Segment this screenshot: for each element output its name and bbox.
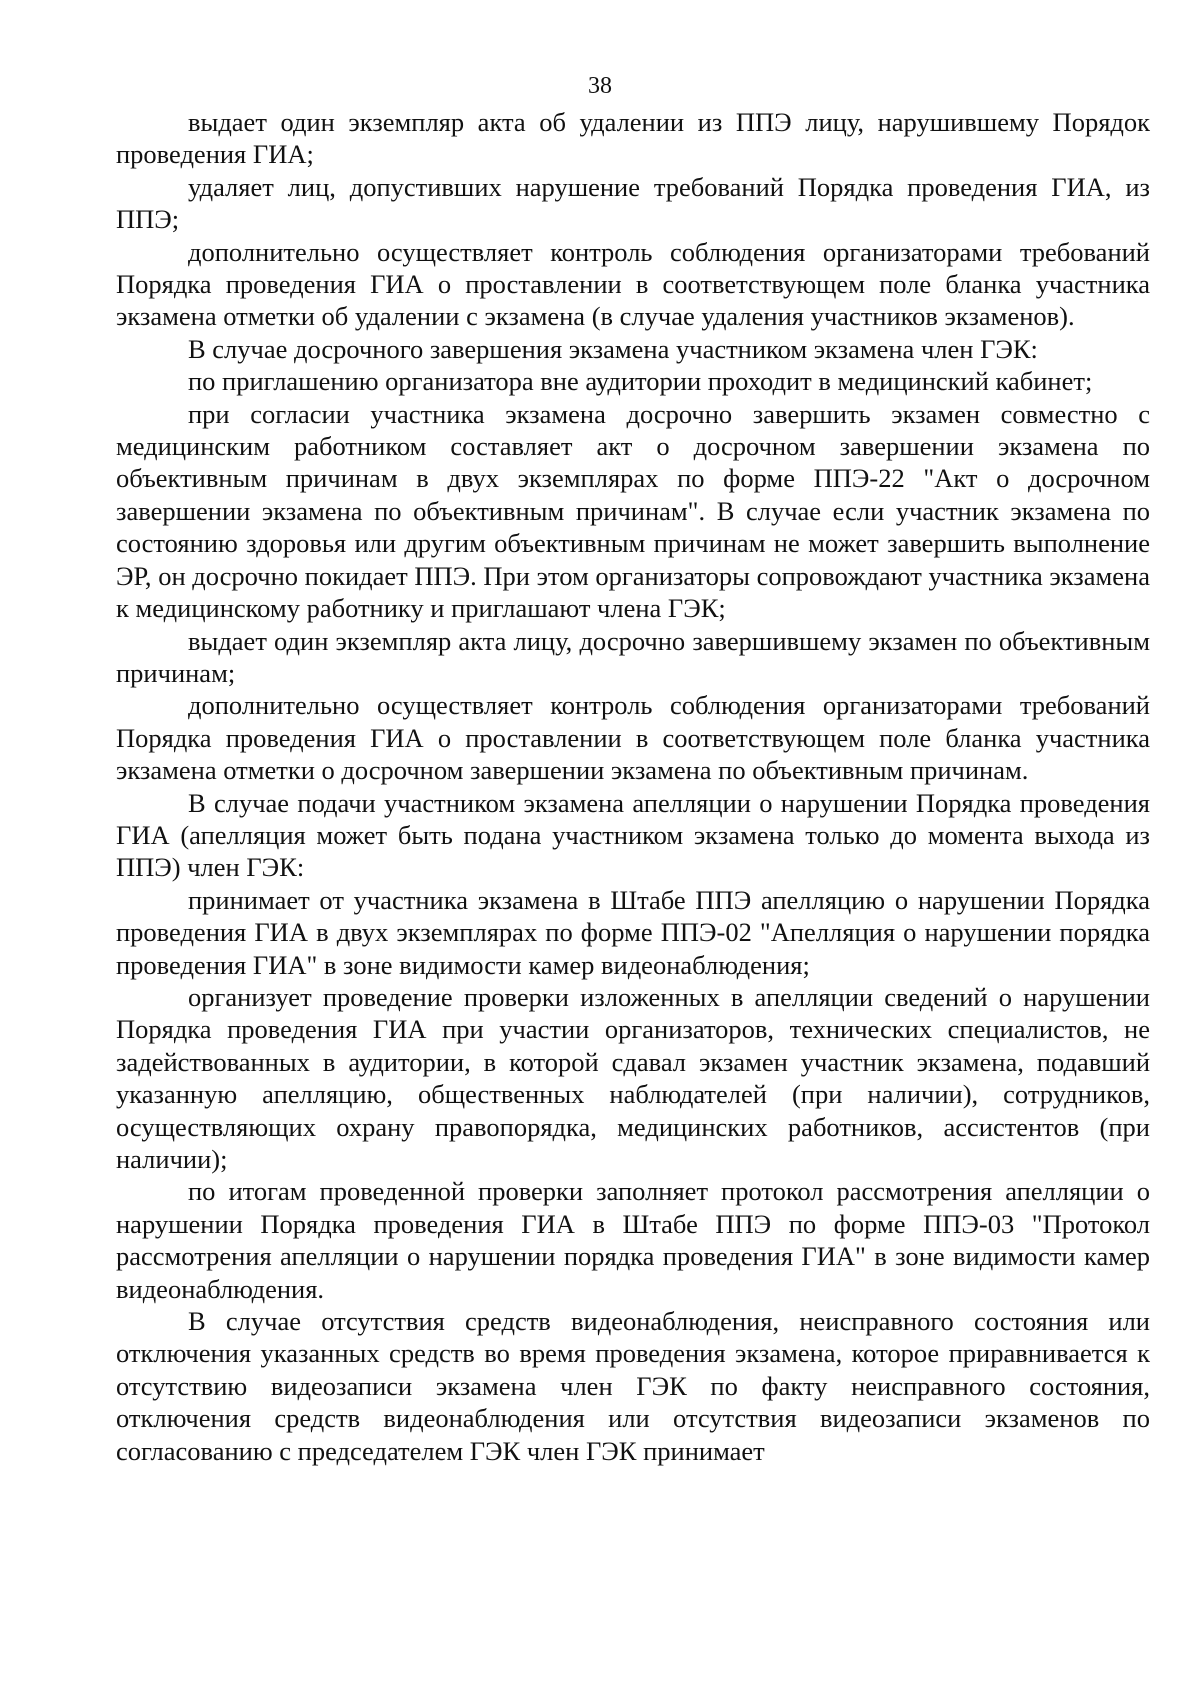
paragraph: выдает один экземпляр акта об удалении из ППЭ лицу, нарушившему Порядок проведения ГИА; bbox=[116, 107, 1150, 170]
paragraph: дополнительно осуществляет контроль соблюдения организаторами требований Порядка проведения ГИА о проставлении в соответствующем поле бланка участника экзамена отметки об удалении с экзамена (в случае удаления участников экзаменов). bbox=[116, 236, 1150, 332]
page-number: 38 bbox=[588, 73, 612, 99]
paragraph: по приглашению организатора вне аудитории проходит в медицинский кабинет; bbox=[188, 366, 1093, 397]
paragraph: при согласии участника экзамена досрочно завершить экзамен совместно с медицинским работником составляет акт о досрочном завершении экзамена по объективным причинам в двух экземплярах по форме ППЭ-22 "Акт о досрочном завершении экзамена по объективным причинам". В случае если участник экзамена по состоянию здоровья или другим объективным причинам не может завершить выполнение ЭР, он досрочно покидает ППЭ. При этом организаторы сопровождают участника экзамена к медицинскому работнику и приглашают члена ГЭК; bbox=[116, 398, 1150, 624]
paragraph: выдает один экземпляр акта лицу, досрочно завершившему экзамен по объективным причинам; bbox=[116, 625, 1150, 688]
body-text bbox=[116, 106, 1150, 1467]
paragraph: В случае досрочного завершения экзамена участником экзамена член ГЭК: bbox=[188, 333, 1038, 364]
paragraph: по итогам проведенной проверки заполняет протокол рассмотрения апелляции о нарушении Порядка проведения ГИА в Штабе ППЭ по форме ППЭ-03 "Протокол рассмотрения апелляции о нарушении порядка проведения ГИА" в зоне видимости камер видеонаблюдения. bbox=[116, 1176, 1150, 1304]
paragraph: дополнительно осуществляет контроль соблюдения организаторами требований Порядка проведения ГИА о проставлении в соответствующем поле бланка участника экзамена отметки о досрочном завершении экзамена по объективным причинам. bbox=[116, 690, 1150, 786]
paragraph: организует проведение проверки изложенных в апелляции сведений о нарушении Порядка проведения ГИА при участии организаторов, технических специалистов, не задействованных в аудитории, в которой сдавал экзамен участник экзамена, подавший указанную апелляцию, общественных наблюдателей (при наличии), сотрудников, осуществляющих охрану правопорядка, медицинских работников, ассистентов (при наличии); bbox=[116, 981, 1150, 1174]
paragraph: удаляет лиц, допустивших нарушение требований Порядка проведения ГИА, из ППЭ; bbox=[116, 171, 1150, 235]
paragraph: В случае подачи участником экзамена апелляции о нарушении Порядка проведения ГИА (апелляция может быть подана участником экзамена только до момента выхода из ППЭ) член ГЭК: bbox=[116, 787, 1150, 883]
paragraph: В случае отсутствия средств видеонаблюдения, неисправного состояния или отключения указанных средств во время проведения экзамена, которое приравнивается к отсутствию видеозаписи экзамена член ГЭК по факту неисправного состояния, отключения средств видеонаблюдения или отсутствия видеозаписи экзаменов по согласованию с председателем ГЭК член ГЭК принимает bbox=[116, 1306, 1150, 1466]
paragraph: принимает от участника экзамена в Штабе ППЭ апелляцию о нарушении Порядка проведения ГИА в двух экземплярах по форме ППЭ-02 "Апелляция о нарушении порядка проведения ГИА" в зоне видимости камер видеонаблюдения; bbox=[116, 884, 1150, 980]
